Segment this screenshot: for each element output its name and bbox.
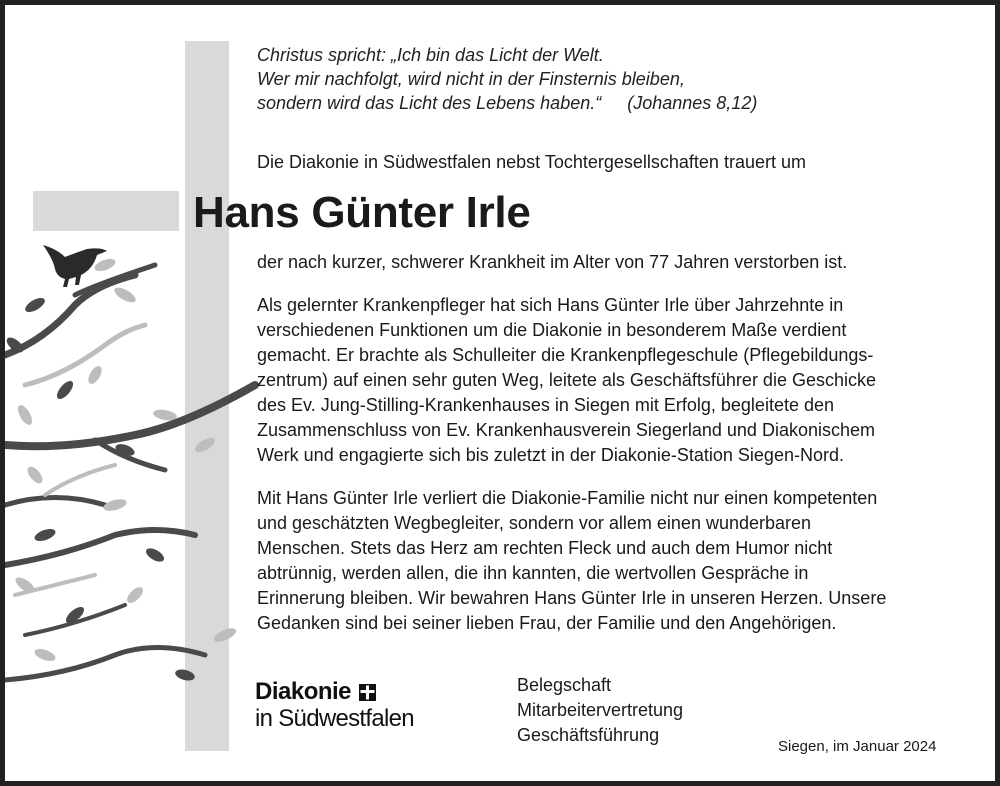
place-date: Siegen, im Januar 2024 bbox=[778, 738, 937, 755]
bible-quote bbox=[257, 43, 757, 115]
paragraph-line: der nach kurzer, schwerer Krankheit im Alter von 77 Jahren verstorben ist. bbox=[257, 252, 848, 272]
quote-line-1: Christus spricht: „Ich bin das Licht der Welt. bbox=[257, 45, 604, 65]
intro-text: Die Diakonie in Südwestfalen nebst Tochtergesellschaften trauert um bbox=[257, 152, 806, 172]
paragraph-line: abtrünnig, werden allen, die ihn kannten, die wertvollen Gespräche in bbox=[257, 563, 809, 583]
branch-illustration bbox=[5, 235, 265, 705]
paragraph-line: zentrum) auf einen sehr guten Weg, leitete als Geschäftsführer die Geschicke bbox=[257, 370, 876, 390]
paragraph-2 bbox=[257, 293, 957, 468]
paragraph-line: Mit Hans Günter Irle verliert die Diakonie-Familie nicht nur einen kompetenten bbox=[257, 488, 878, 508]
paragraph-line: Werk und engagierte sich bis zuletzt in der Diakonie-Station Siegen-Nord. bbox=[257, 445, 844, 465]
paragraph-line: Gedanken sind bei seiner lieben Frau, der Familie und den Angehörigen. bbox=[257, 613, 837, 633]
paragraph-line: Als gelernter Krankenpfleger hat sich Hans Günter Irle über Jahrzehnte in bbox=[257, 295, 844, 315]
quote-line-2: Wer mir nachfolgt, wird nicht in der Finsternis bleiben, bbox=[257, 69, 685, 89]
quote-line-3-text: sondern wird das Licht des Lebens haben.“ bbox=[257, 93, 602, 113]
paragraph-line: Zusammenschluss von Ev. Krankenhausverein Siegerland und Diakonischem bbox=[257, 420, 875, 440]
cross-horizontal-bar bbox=[33, 191, 179, 231]
paragraph-1 bbox=[257, 250, 957, 275]
signatory: Geschäftsführung bbox=[517, 725, 660, 745]
paragraph-line: verschiedenen Funktionen um die Diakonie in besonderem Maße verdient bbox=[257, 320, 847, 340]
logo-subtitle: in Südwestfalen bbox=[255, 705, 414, 732]
paragraph-line: und geschätzten Wegbegleiter, sondern vor allem einen wunderbaren bbox=[257, 513, 812, 533]
paragraph-line: Erinnerung bleiben. Wir bewahren Hans Günter Irle in unseren Herzen. Unsere bbox=[257, 588, 887, 608]
obituary-body bbox=[257, 250, 957, 654]
paragraph-line: des Ev. Jung-Stilling-Krankenhauses in Siegen mit Erfolg, begleitete den bbox=[257, 395, 835, 415]
deceased-name: Hans Günter Irle bbox=[193, 188, 531, 237]
paragraph-3 bbox=[257, 486, 957, 636]
quote-line-3 bbox=[257, 91, 757, 115]
paragraph-line: gemacht. Er brachte als Schulleiter die Krankenpflegeschule (Pflegebildungs- bbox=[257, 345, 874, 365]
diakonie-cross-icon bbox=[359, 684, 376, 701]
signatories bbox=[517, 673, 683, 748]
logo-wordmark: Diakonie bbox=[255, 678, 352, 705]
paragraph-line: Menschen. Stets das Herz am rechten Fleck und auch dem Humor nicht bbox=[257, 538, 833, 558]
signatory: Belegschaft bbox=[517, 675, 612, 695]
signatory: Mitarbeitervertretung bbox=[517, 700, 684, 720]
diakonie-logo bbox=[255, 679, 414, 733]
quote-reference: (Johannes 8,12) bbox=[627, 93, 758, 113]
